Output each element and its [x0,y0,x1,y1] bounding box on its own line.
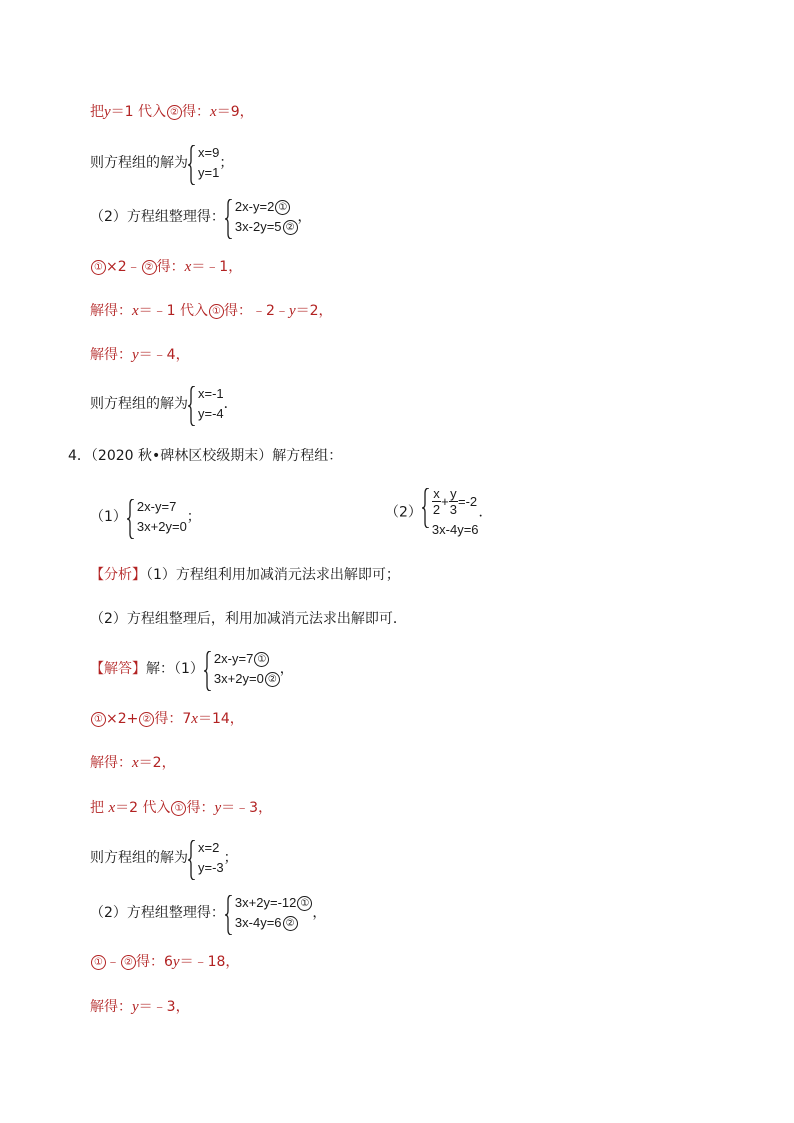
equation-system: x=-1 y=-4 [188,384,224,424]
brace-icon [204,651,212,691]
part2-rearranged-2: （2）方程组整理得： 3x+2y=-12 ① 3x-4y=6 ② ， [90,893,326,933]
fraction-x-over-2: $\frac{x}{2}$ [432,486,441,517]
circled-number-1: ① [91,260,106,275]
circled-number-2: ② [283,916,298,931]
solution-line-2: 则方程组的解为 x=-1 y=-4 ． [90,384,238,424]
brace-icon [188,386,196,426]
circled-number-1: ① [254,652,269,667]
question-4-title: 4．（2020 秋•碑林区校级期末）解方程组： [68,448,343,464]
circled-number-2: ② [283,220,298,235]
question-4-part2: （2） $\frac{x}{2}$ + $\frac{y}{3}$ =-2 3x-4y=6 ． [385,486,493,537]
brace-icon [188,145,196,185]
circled-number-1: ① [297,896,312,911]
equation-system: 3x+2y=-12 ① 3x-4y=6 ② [225,893,312,933]
equation-system: 2x-y=2 ① 3x-2y=5 ② [225,197,298,237]
circled-number-1: ① [91,712,106,727]
answer-line: 【解答】解：（1） 2x-y=7 ① 3x+2y=0 ② ， [90,649,294,689]
analysis-line-1: 【分析】（1）方程组利用加减消元法求出解即可； [90,567,400,583]
circled-number-1: ① [209,304,224,319]
brace-icon [225,199,233,239]
equation-system: 2x-y=7 3x+2y=0 [127,497,187,537]
equation-system: 2x-y=7 ① 3x+2y=0 ② [204,649,280,689]
circled-number-1: ① [171,801,186,816]
answer-tag: 【解答】 [90,661,146,677]
equation-system: $\frac{x}{2}$ + $\frac{y}{3}$ =-2 3x-4y=6 [422,486,479,539]
equation-system: x=2 y=-3 [188,838,224,878]
solution-line-1: 则方程组的解为 x=9 y=1 ； [90,143,233,183]
brace-icon [127,499,135,539]
step-substitute-y: 把y＝1 代入 ② 得：x＝9， [90,104,254,120]
solution-line-3: 则方程组的解为 x=2 y=-3 ； [90,838,238,878]
circled-number-2: ② [121,955,136,970]
circled-number-2: ② [167,105,182,120]
equation-system: x=9 y=1 [188,143,219,183]
step-add: ① ×2+ ② 得：7x＝14， [90,710,244,728]
brace-icon [188,840,196,880]
analysis-line-2: （2）方程组整理后，利用加减消元法求出解即可． [90,611,407,627]
circled-number-1: ① [91,955,106,970]
step-solve-y-2: 解得：y＝﹣3， [90,999,190,1015]
circled-number-2: ② [139,712,154,727]
step-subtract: ① ﹣ ② 得：6y＝﹣18， [90,953,239,971]
brace-icon [422,488,430,528]
question-4-part1: （1） 2x-y=7 3x+2y=0 ； [90,497,201,537]
step-substitute-x-2: 把 x＝2 代入 ① 得：y＝﹣3， [90,800,273,816]
fraction-y-over-3: $\frac{y}{3}$ [449,486,457,517]
step-substitute-x: 解得：x＝﹣1 代入 ① 得：﹣2﹣y＝2， [90,303,333,319]
step-eliminate: ① ×2﹣ ② 得：x＝﹣1， [90,258,242,276]
circled-number-1: ① [275,200,290,215]
step-solve-x: 解得：x＝2， [90,755,176,771]
analysis-tag: 【分析】 [90,567,146,583]
brace-icon [225,895,233,935]
step-solve-y: 解得：y＝﹣4， [90,347,190,363]
part2-rearranged: （2）方程组整理得： 2x-y=2 ① 3x-2y=5 ② ， [90,197,312,237]
circled-number-2: ② [265,672,280,687]
circled-number-2: ② [142,260,157,275]
